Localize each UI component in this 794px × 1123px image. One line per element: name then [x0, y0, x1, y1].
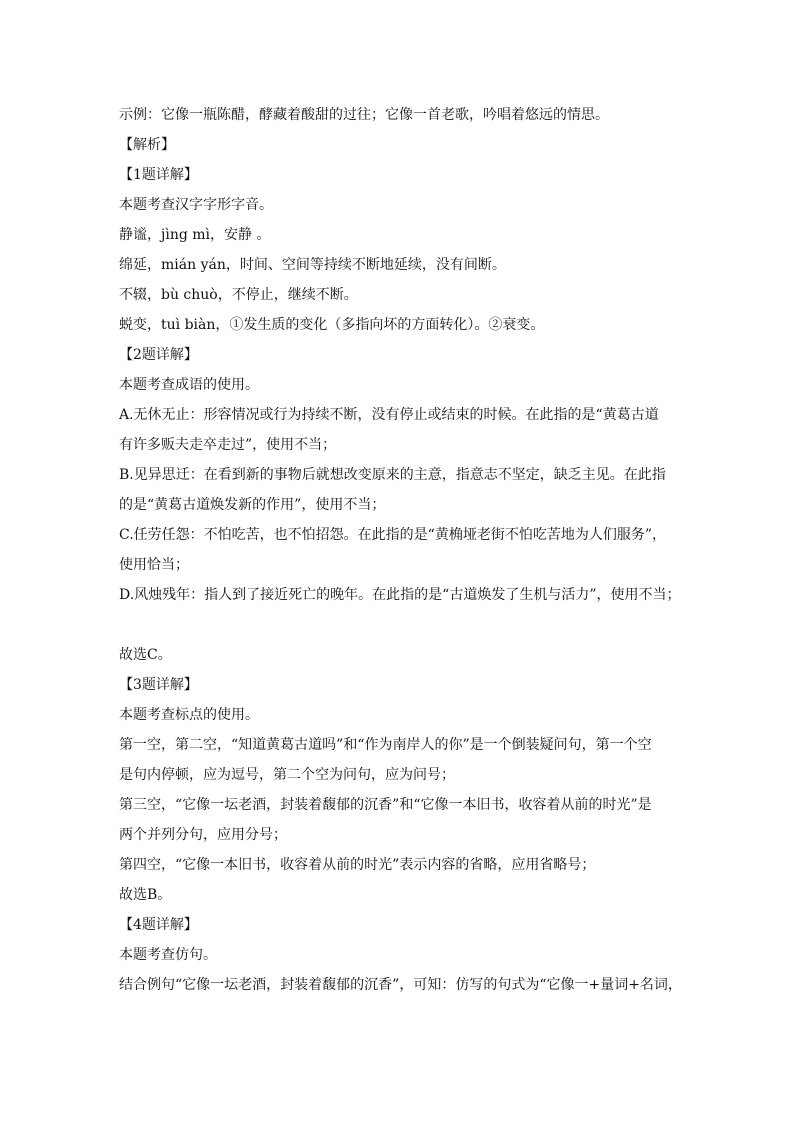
option-b-line: B.见异思迁：在看到新的事物后就想改变原来的主意，指意志不坚定，缺乏主见。在此指 — [119, 467, 666, 483]
paragraph-line: 不辍，bù chuò，不停止，继续不断。 — [119, 287, 358, 303]
paragraph-line: 是句内停顿，应为逗号，第二个空为问句，应为问号； — [119, 767, 455, 783]
answer-line: 故选C。 — [119, 647, 172, 663]
paragraph-line: 本题考查成语的使用。 — [119, 377, 259, 393]
question-2-heading: 【2题详解】 — [119, 347, 198, 363]
paragraph-line: 两个并列分句，应用分号； — [119, 827, 287, 843]
option-c-line: C.任劳任怨：不怕吃苦，也不怕招怨。在此指的是“黄桷垭老街不怕吃苦地为人们服务”， — [119, 527, 666, 543]
paragraph-line: 本题考查仿句。 — [119, 947, 217, 963]
option-c-line: 使用恰当； — [119, 557, 189, 573]
paragraph-line: 第四空，“它像一本旧书，收容着从前的时光”表示内容的省略，应用省略号； — [119, 857, 596, 873]
question-1-heading: 【1题详解】 — [119, 167, 198, 183]
document-body — [119, 100, 689, 1000]
paragraph-line: 结合例句“它像一坛老酒，封装着馥郁的沉香”，可知：仿写的句式为“它像一+量词+名词， — [119, 977, 682, 993]
question-4-heading: 【4题详解】 — [119, 917, 198, 933]
paragraph-line: 第一空，第二空，“知道黄葛古道吗”和“作为南岸人的你”是一个倒装疑问句，第一个空 — [119, 737, 652, 753]
analysis-heading: 【解析】 — [119, 137, 175, 153]
paragraph-line: 蜕变，tuì biàn，①发生质的变化（多指向坏的方面转化）。②衰变。 — [119, 317, 545, 333]
question-3-heading: 【3题详解】 — [119, 677, 198, 693]
paragraph-line: 本题考查标点的使用。 — [119, 707, 259, 723]
example-answer-line: 示例：它像一瓶陈醋，酵藏着酸甜的过往；它像一首老歌，吟唱着悠远的情思。 — [119, 107, 609, 123]
option-b-line: 的是“黄葛古道焕发新的作用”，使用不当； — [119, 497, 386, 513]
paragraph-line: 本题考查汉字字形字音。 — [119, 197, 273, 213]
paragraph-line: 绵延，mián yán，时间、空间等持续不断地延续，没有间断。 — [119, 257, 506, 273]
paragraph-line: 静谧，jìng mì，安静 。 — [119, 227, 271, 243]
option-d-line: D.风烛残年：指人到了接近死亡的晚年。在此指的是“古道焕发了生机与活力”，使用不当； — [119, 587, 681, 603]
blank-line — [119, 610, 689, 640]
answer-line: 故选B。 — [119, 887, 172, 903]
option-a-line: 有许多贩夫走卒走过”，使用不当； — [119, 437, 337, 453]
option-a-line: A.无休无止：形容情况或行为持续不断，没有停止或结束的时候。在此指的是“黄葛古道 — [119, 407, 659, 423]
paragraph-line: 第三空，“它像一坛老酒，封装着馥郁的沉香”和“它像一本旧书，收容着从前的时光”是 — [119, 797, 652, 813]
